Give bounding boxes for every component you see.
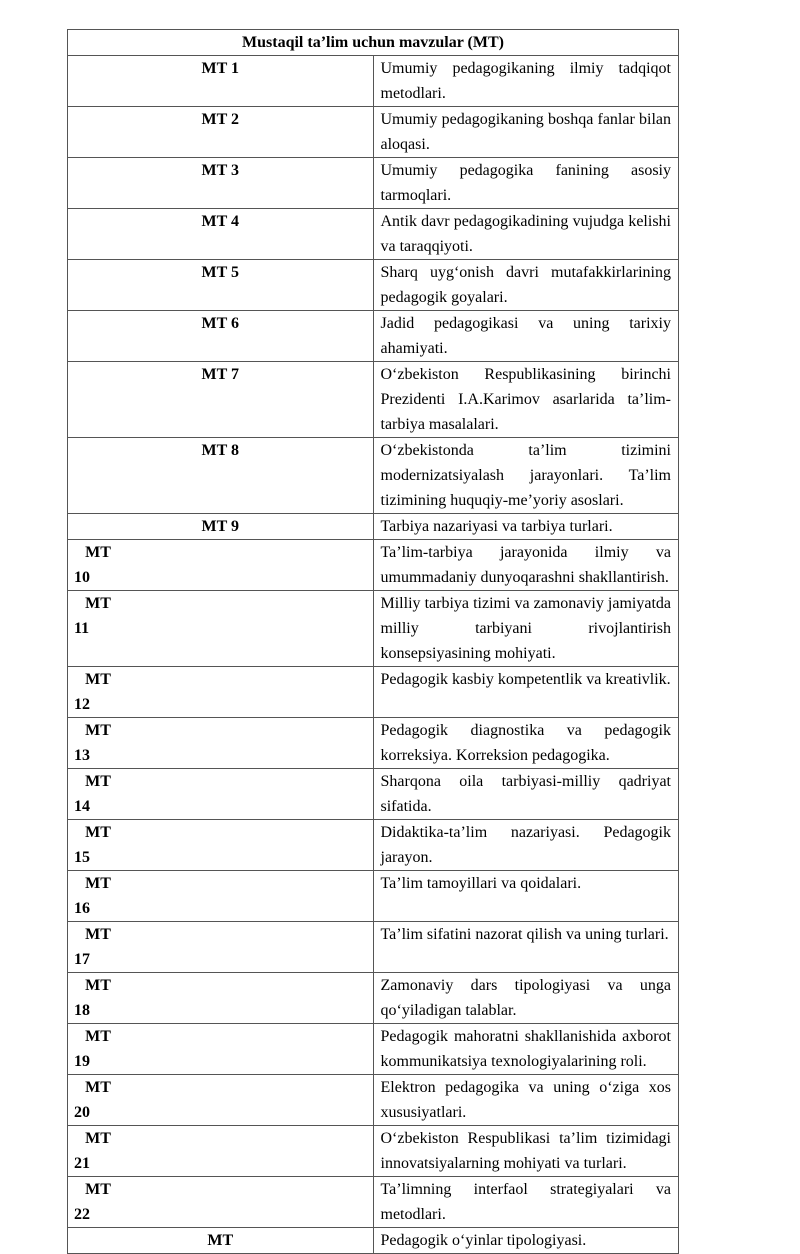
topic-title: Umumiy pedagogika fanining asosiy tarmoqlari. [373,158,679,209]
topic-code: MT 6 [68,311,374,362]
topic-title: O‘zbekistonda ta’lim tizimini modernizatsiyalash jarayonlari. Ta’lim tizimining huquqiy-me’yoriy asoslari. [373,438,679,514]
topic-title: Ta’limning interfaol strategiyalari va metodlari. [373,1177,679,1228]
table-row [68,667,679,718]
table-row [68,514,679,540]
topic-code: MT 16 [68,871,374,922]
topic-code: MT 3 [68,158,374,209]
table-row [68,158,679,209]
topic-title: Pedagogik diagnostika va pedagogik korreksiya. Korreksion pedagogika. [373,718,679,769]
table-row [68,718,679,769]
table-row [68,1228,679,1254]
topic-title: Umumiy pedagogikaning ilmiy tadqiqot metodlari. [373,56,679,107]
topic-code: MT 7 [68,362,374,438]
topic-title: Milliy tarbiya tizimi va zamonaviy jamiyatda milliy tarbiyani rivojlantirish konsepsiyasining mohiyati. [373,591,679,667]
topic-title: Sharqona oila tarbiyasi-milliy qadriyat sifatida. [373,769,679,820]
topic-title: Pedagogik o‘yinlar tipologiyasi. [373,1228,679,1254]
table-row [68,1177,679,1228]
topic-title: Jadid pedagogikasi va uning tarixiy ahamiyati. [373,311,679,362]
topic-title: O‘zbekiston Respublikasi ta’lim tizimidagi innovatsiyalarning mohiyati va turlari. [373,1126,679,1177]
table-row [68,260,679,311]
topic-code: MT 1 [68,56,374,107]
topic-title: Sharq uyg‘onish davri mutafakkirlarining pedagogik goyalari. [373,260,679,311]
topic-code: MT 17 [68,922,374,973]
table-title: Mustaqil ta’lim uchun mavzular (MT) [68,30,679,56]
table-row [68,1126,679,1177]
table-row [68,973,679,1024]
topic-code: MT [68,1228,374,1254]
table-row [68,107,679,158]
table-row [68,769,679,820]
table-row [68,591,679,667]
topic-title: Pedagogik kasbiy kompetentlik va kreativlik. [373,667,679,718]
topic-title: Antik davr pedagogikadining vujudga kelishi va taraqqiyoti. [373,209,679,260]
table-row [68,922,679,973]
topic-code: MT 14 [68,769,374,820]
topic-title: O‘zbekiston Respublikasining birinchi Prezidenti I.A.Karimov asarlarida ta’lim-tarbiya masalalari. [373,362,679,438]
table-row [68,1024,679,1075]
topic-code: MT 19 [68,1024,374,1075]
table-row [68,1075,679,1126]
topic-code: MT 4 [68,209,374,260]
topic-code: MT 9 [68,514,374,540]
table-row [68,820,679,871]
table-body [68,56,679,1254]
topic-title: Tarbiya nazariyasi va tarbiya turlari. [373,514,679,540]
topic-code: MT 21 [68,1126,374,1177]
topic-title: Elektron pedagogika va uning o‘ziga xos xususiyatlari. [373,1075,679,1126]
topic-code: MT 12 [68,667,374,718]
table-header-row [68,30,679,56]
topic-title: Pedagogik mahoratni shakllanishida axborot kommunikatsiya texnologiyalarining roli. [373,1024,679,1075]
topic-title: Ta’lim sifatini nazorat qilish va uning turlari. [373,922,679,973]
topic-code: MT 5 [68,260,374,311]
topic-code: MT 11 [68,591,374,667]
topic-code: MT 2 [68,107,374,158]
table-row [68,871,679,922]
topic-code: MT 13 [68,718,374,769]
topic-code: MT 10 [68,540,374,591]
table-row [68,540,679,591]
topic-code: MT 8 [68,438,374,514]
topic-title: Didaktika-ta’lim nazariyasi. Pedagogik jarayon. [373,820,679,871]
topic-title: Ta’lim-tarbiya jarayonida ilmiy va umummadaniy dunyoqarashni shakllantirish. [373,540,679,591]
table-row [68,209,679,260]
table-row [68,438,679,514]
table-row [68,311,679,362]
table-row [68,56,679,107]
topic-code: MT 20 [68,1075,374,1126]
table-row [68,362,679,438]
topic-code: MT 15 [68,820,374,871]
topic-title: Ta’lim tamoyillari va qoidalari. [373,871,679,922]
topic-code: MT 22 [68,1177,374,1228]
topic-title: Umumiy pedagogikaning boshqa fanlar bilan aloqasi. [373,107,679,158]
topic-code: MT 18 [68,973,374,1024]
topic-title: Zamonaviy dars tipologiyasi va unga qo‘yiladigan talablar. [373,973,679,1024]
topics-table [67,29,679,1254]
